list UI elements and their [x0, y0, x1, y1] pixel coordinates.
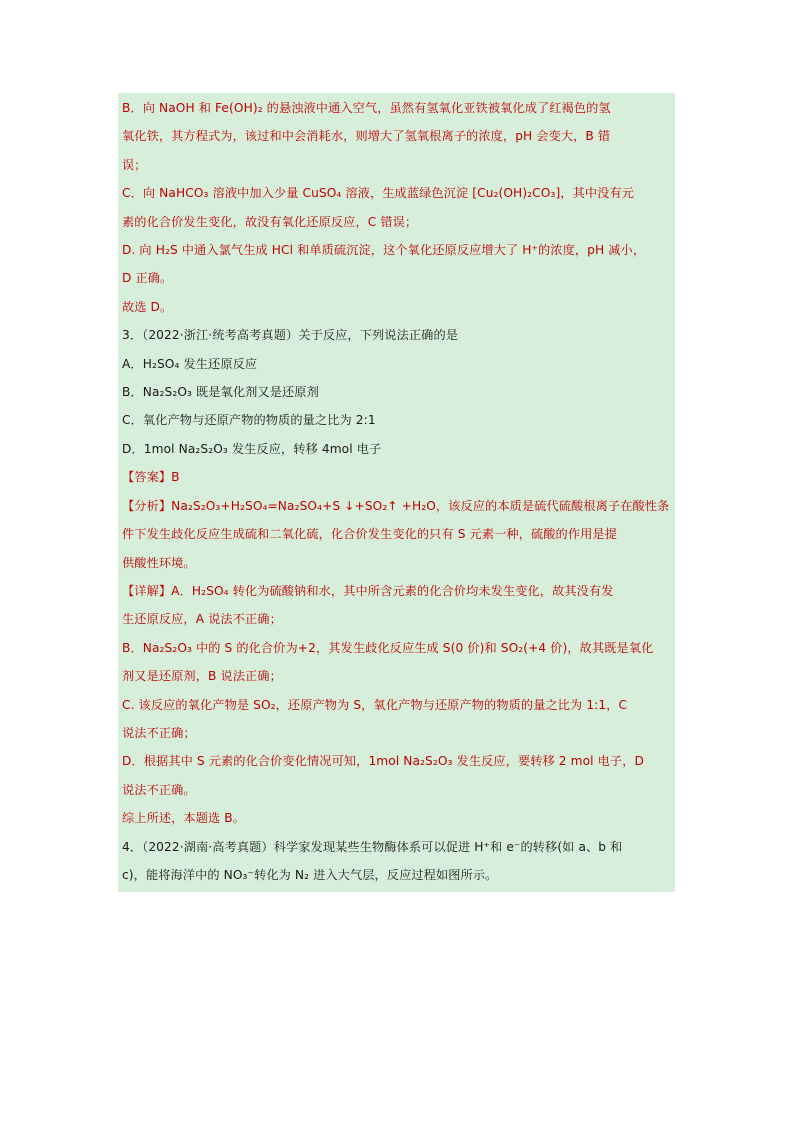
option-c: C．氧化产物与还原产物的物质的量之比为 2:1 — [122, 413, 376, 428]
text-line: 故选 D。 — [122, 299, 173, 314]
text-line: B．Na₂S₂O₃ 中的 S 的化合价为+2，其发生歧化反应生成 S(0 价)和 SO₂(+4 价)，故其既是氧化 — [122, 640, 654, 655]
text-line: C. 该反应的氧化产物是 SO₂，还原产物为 S，氧化产物与还原产物的物质的量之比为 1:1，C — [122, 697, 628, 712]
text-line: 剂又是还原剂，B 说法正确； — [122, 669, 282, 684]
text-line: 生还原反应，A 说法不正确； — [122, 612, 282, 627]
option-b: B．Na₂S₂O₃ 既是氧化剂又是还原剂 — [122, 385, 319, 400]
text-line: 素的化合价发生变化，故没有氧化还原反应，C 错误； — [122, 214, 418, 229]
text-line: 氧化铁，其方程式为，该过和中会消耗水，则增大了氢氧根离子的浓度，pH 会变大，B 错 — [122, 129, 611, 144]
question-heading: 3．（2022·浙江·统考高考真题）关于反应，下列说法正确的是 — [122, 328, 459, 343]
text-line: 说法不正确。 — [122, 782, 196, 797]
text-line: 件下发生歧化反应生成硫和二氧化硫，化合价发生变化的只有 S 元素一种，硫酸的作用是提 — [122, 527, 617, 542]
option-a: A．H₂SO₄ 发生还原反应 — [122, 356, 258, 371]
text-line: 误； — [122, 157, 147, 172]
text-line: C．向 NaHCO₃ 溶液中加入少量 CuSO₄ 溶液，生成蓝绿色沉淀 [Cu₂(OH)₂CO₃]，其中没有元 — [122, 186, 635, 201]
text-line: c)，能将海洋中的 NO₃⁻转化为 N₂ 进入大气层，反应过程如图所示。 — [122, 867, 498, 882]
text-line: 综上所述，本题选 B。 — [122, 811, 246, 826]
question-heading: 4．（2022·湖南·高考真题）科学家发现某些生物酶体系可以促进 H⁺和 e⁻的转移(如 a、b 和 — [122, 839, 623, 854]
analysis-line: 【分析】Na₂S₂O₃+H₂SO₄=Na₂SO₄+S ↓+SO₂↑ +H₂O，该反应的本质是硫代硫酸根离子在酸性条 — [122, 498, 670, 513]
document-text-block — [118, 93, 675, 892]
text-line: B．向 NaOH 和 Fe(OH)₂ 的悬浊液中通入空气，虽然有氢氧化亚铁被氧化成了红褐色的氢 — [122, 101, 611, 115]
answer-line: 【答案】B — [122, 470, 180, 485]
text-line: 说法不正确； — [122, 725, 196, 740]
detail-line: 【详解】A．H₂SO₄ 转化为硫酸钠和水，其中所含元素的化合价均未发生变化，故其没有发 — [122, 583, 614, 598]
option-d: D．1mol Na₂S₂O₃ 发生反应，转移 4mol 电子 — [122, 441, 382, 456]
text-line: 供酸性环境。 — [122, 555, 196, 570]
text-line: D．根据其中 S 元素的化合价变化情况可知，1mol Na₂S₂O₃ 发生反应，要转移 2 mol 电子，D — [122, 754, 644, 769]
text-line: D. 向 H₂S 中通入氯气生成 HCl 和单质硫沉淀，这个氧化还原反应增大了 H⁺的浓度，pH 减小， — [122, 243, 646, 258]
text-line: D 正确。 — [122, 271, 173, 286]
